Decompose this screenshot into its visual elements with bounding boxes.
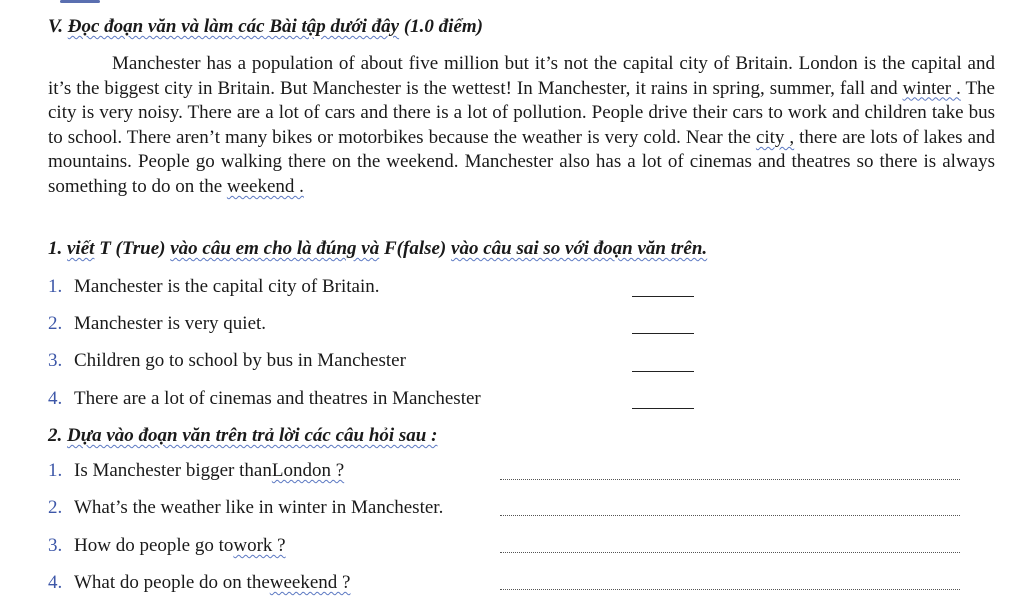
passage-underlined-2: city ,	[755, 126, 795, 148]
section-heading	[48, 16, 483, 38]
passage-part-2: The city is very noisy. There are a lot of cars and there is a lot of pollution. People drive their cars to work and children take bus to school. There aren’t many bikes or motorbikes because the weather is very cold. Near the	[48, 77, 995, 148]
question-text: Is Manchester bigger than	[74, 460, 272, 481]
exercise-1-title-d: F(false)	[379, 238, 452, 259]
tf-item-number: 3.	[48, 350, 63, 371]
question-underlined: weekend ?	[269, 572, 351, 593]
question-item-4	[48, 572, 350, 594]
tf-item-2	[48, 313, 266, 335]
answer-line-1[interactable]	[500, 479, 960, 480]
exercise-1-title-a: viết	[67, 238, 95, 259]
top-edge-mark	[60, 0, 100, 3]
tf-item-number: 4.	[48, 388, 63, 409]
tf-item-text: There are a lot of cinemas and theatres in Manchester	[74, 388, 481, 409]
tf-item-number: 1.	[48, 276, 63, 297]
question-text: What do people do on the	[74, 572, 270, 593]
exercise-2-title-text: Dựa vào đoạn văn trên trả lời các câu hỏi sau :	[67, 425, 438, 446]
tf-answer-blank-2[interactable]	[632, 333, 694, 334]
tf-answer-blank-4[interactable]	[632, 408, 694, 409]
exercise-2-title	[48, 425, 437, 447]
heading-prefix: V.	[48, 16, 63, 37]
heading-points: (1.0 điểm)	[403, 16, 483, 37]
tf-item-text: Manchester is the capital city of Britain.	[74, 276, 380, 297]
question-underlined: London ?	[271, 460, 345, 481]
passage-underlined-3: weekend .	[226, 175, 304, 197]
question-number: 4.	[48, 572, 63, 593]
tf-answer-blank-3[interactable]	[632, 371, 694, 372]
heading-main: Đọc đoạn văn và làm các Bài tập dưới đây	[67, 16, 400, 37]
tf-item-text: Children go to school by bus in Manchester	[74, 350, 406, 371]
reading-passage	[48, 52, 995, 200]
passage-underlined-1: winter .	[902, 77, 961, 99]
answer-line-4[interactable]	[500, 589, 960, 590]
answer-line-3[interactable]	[500, 552, 960, 553]
question-number: 2.	[48, 497, 63, 518]
tf-item-4	[48, 388, 481, 410]
question-number: 3.	[48, 535, 63, 556]
question-text: How do people go to	[74, 535, 234, 556]
answer-line-2[interactable]	[500, 515, 960, 516]
question-underlined: work ?	[233, 535, 286, 556]
exercise-1-title-b: T (True)	[94, 238, 171, 259]
passage-part-3: there are lots of lakes and mountains. People go walking there on the weekend. Manchester also has a lot of cinemas and theatres so there is always something to do on the	[48, 126, 995, 197]
passage-part-1: Manchester has a population of about five million but it’s not the capital city of Britain. London is the capital and it’s the biggest city in Britain. But Manchester is the wettest! In Manchester, it rains in spring, summer, fall and	[48, 53, 995, 99]
question-number: 1.	[48, 460, 63, 481]
exercise-2-number: 2.	[48, 425, 63, 446]
exercise-1-title-e: vào câu sai so với đoạn văn trên.	[451, 238, 708, 259]
question-item-2	[48, 497, 443, 519]
question-item-1	[48, 460, 344, 482]
tf-answer-blank-1[interactable]	[632, 296, 694, 297]
tf-item-3	[48, 350, 406, 372]
exercise-1-number: 1.	[48, 238, 63, 259]
tf-item-number: 2.	[48, 313, 63, 334]
exercise-1-title	[48, 238, 707, 260]
tf-item-text: Manchester is very quiet.	[74, 313, 267, 334]
question-item-3	[48, 535, 286, 557]
question-text: What’s the weather like in winter in Manchester.	[74, 497, 444, 518]
exercise-1-title-c: vào câu em cho là đúng và	[170, 238, 380, 259]
tf-item-1	[48, 276, 379, 298]
